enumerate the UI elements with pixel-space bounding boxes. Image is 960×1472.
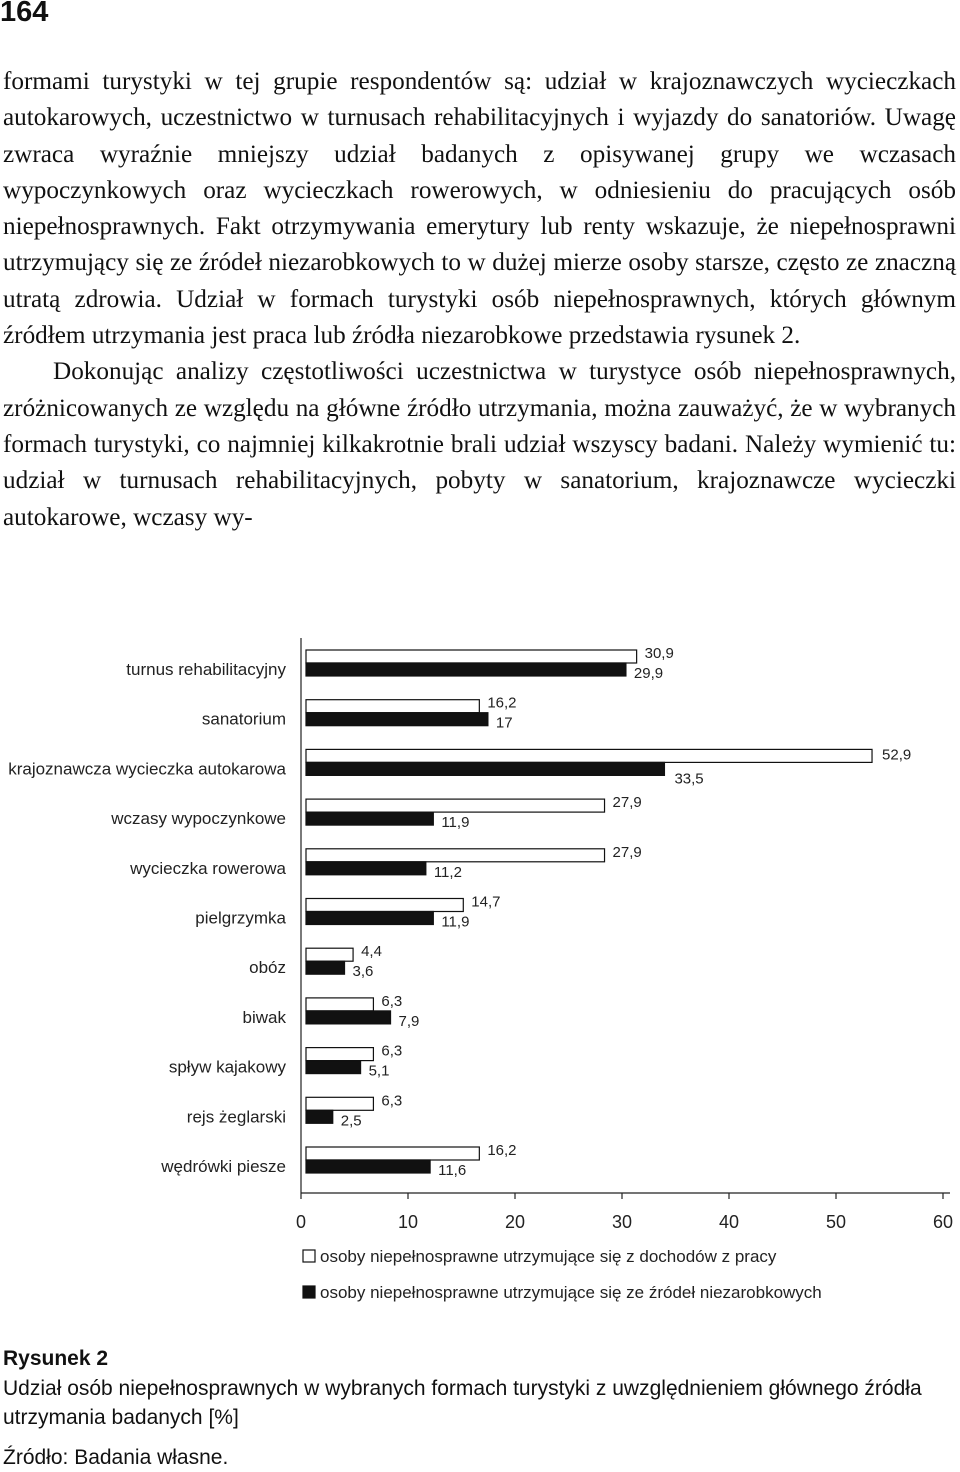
bar-series-1 [306, 749, 872, 762]
value-label: 5,1 [368, 1062, 390, 1080]
bar-series-1 [306, 1097, 373, 1110]
bar-series-2 [306, 812, 433, 825]
bar-series-1 [306, 899, 463, 912]
bar-series-1 [306, 948, 353, 961]
legend-label: osoby niepełnosprawne utrzymujące się ze źródeł niezarobkowych [320, 1283, 822, 1302]
bar-series-2 [306, 713, 488, 726]
x-ticks [301, 1193, 943, 1199]
bar-series-2 [306, 1160, 430, 1173]
category-label: krajoznawcza wycieczka autokarowa [8, 759, 286, 779]
legend [303, 1247, 822, 1302]
value-label: 6,3 [381, 992, 403, 1010]
bar-series-1 [306, 1048, 373, 1061]
value-label: 6,3 [381, 1092, 403, 1110]
paragraph-2: Dokonując analizy częstotliwości uczestnictwa w turystyce osób niepełnosprawnych, zróżnicowanych ze względu na główne źródło utrzymania, można zauważyć, że w wybranych formach turystyki, co najmniej kilkakrotnie brali udział wszyscy badani. Należy wymienić tu: udział w turnusach rehabilitacyjnych, pobyty w sanatorium, krajoznawcze wycieczki autokarowe, wczasy wy- [3, 358, 956, 531]
figure-label: Rysunek 2 [3, 1347, 109, 1370]
bar-series-2 [306, 1011, 391, 1024]
value-label: 6,3 [381, 1042, 403, 1060]
value-label: 11,9 [441, 913, 470, 931]
value-label: 33,5 [674, 770, 704, 788]
category-label: rejs żeglarski [186, 1107, 286, 1127]
value-label: 4,4 [361, 943, 382, 961]
bar-series-2 [306, 862, 426, 875]
value-label: 29,9 [633, 665, 664, 682]
category-label: wycieczka rowerowa [130, 858, 286, 878]
value-label: 7,9 [398, 1012, 420, 1030]
bar-series-1 [306, 799, 605, 812]
bar-chart [0, 628, 960, 1328]
value-label: 14,7 [471, 893, 501, 911]
body-text [3, 64, 956, 536]
category-label: obóz [249, 958, 286, 978]
legend-label: osoby niepełnosprawne utrzymujące się z dochodów z pracy [320, 1247, 777, 1266]
legend-swatch [303, 1250, 315, 1262]
bar-series-2 [306, 961, 345, 974]
x-tick-label: 20 [504, 1212, 526, 1232]
category-label: biwak [242, 1007, 286, 1027]
x-tick-label: 50 [825, 1212, 847, 1232]
legend-swatch [303, 1286, 315, 1298]
bar-series-1 [306, 650, 637, 663]
value-label: 30,9 [644, 645, 674, 662]
value-label: 16,2 [487, 694, 517, 712]
category-label: spływ kajakowy [168, 1057, 286, 1077]
value-label: 52,9 [882, 746, 912, 764]
value-label: 2,5 [340, 1112, 362, 1130]
value-label: 3,6 [352, 963, 374, 981]
bar-series-1 [306, 1147, 479, 1160]
value-label: 17 [495, 714, 513, 732]
category-labels [8, 660, 286, 1176]
x-tick-label: 30 [611, 1212, 633, 1232]
value-label: 11,6 [438, 1162, 467, 1179]
bar-series-2 [306, 1110, 333, 1123]
page-number: 164 [0, 0, 49, 28]
x-tick-label: 10 [397, 1212, 419, 1232]
figure-source: Źródło: Badania własne. [3, 1446, 229, 1469]
bar-series-1 [306, 700, 479, 713]
paragraph-1: formami turystyki w tej grupie respondentów są: udział w krajoznawczych wycieczkach autokarowych, uczestnictwo w turnusach rehabilitacyjnych i wyjazdy do sanatoriów. Uwagę zwraca wyraźnie mniejszy udział badanych z opisywanej grupy we wczasach wypoczynkowych oraz wycieczkach rowerowych, w odniesieniu do pracujących osób niepełnosprawnych. Fakt otrzymywania emerytury lub renty wskazuje, że niepełnosprawni utrzymujący się ze źródeł niezarobkowych to w dużej mierze osoby starsze, często ze znaczną utratą zdrowia. Udział w formach turystyki osób niepełnosprawnych, których głównym źródłem utrzymania jest praca lub źródła niezarobkowe przedstawia rysunek 2. [3, 68, 956, 350]
x-tick-label: 40 [718, 1212, 740, 1232]
bar-series-2 [306, 1061, 361, 1074]
bar-series-1 [306, 998, 373, 1011]
x-tick-labels [296, 1212, 953, 1232]
value-label: 11,2 [433, 863, 462, 881]
category-label: turnus rehabilitacyjny [126, 660, 286, 679]
value-label: 16,2 [487, 1142, 517, 1159]
value-label: 11,9 [441, 814, 470, 832]
bar-series-1 [306, 849, 605, 862]
category-label: pielgrzymka [195, 908, 286, 928]
bar-series-2 [306, 912, 433, 925]
category-label: wczasy wypoczynkowe [111, 809, 286, 829]
category-label: wędrówki piesze [161, 1157, 286, 1176]
x-tick-label: 0 [295, 1212, 307, 1232]
figure-caption: Udział osób niepełnosprawnych w wybranych formach turystyki z uwzględnieniem głównego źródła utrzymania badanych [%] [3, 1377, 922, 1429]
bar-series-2 [306, 762, 664, 775]
bar-series-2 [306, 663, 626, 676]
x-tick-label: 60 [932, 1212, 954, 1232]
value-label: 27,9 [612, 794, 642, 812]
category-label: sanatorium [201, 709, 286, 729]
value-label: 27,9 [612, 843, 642, 861]
